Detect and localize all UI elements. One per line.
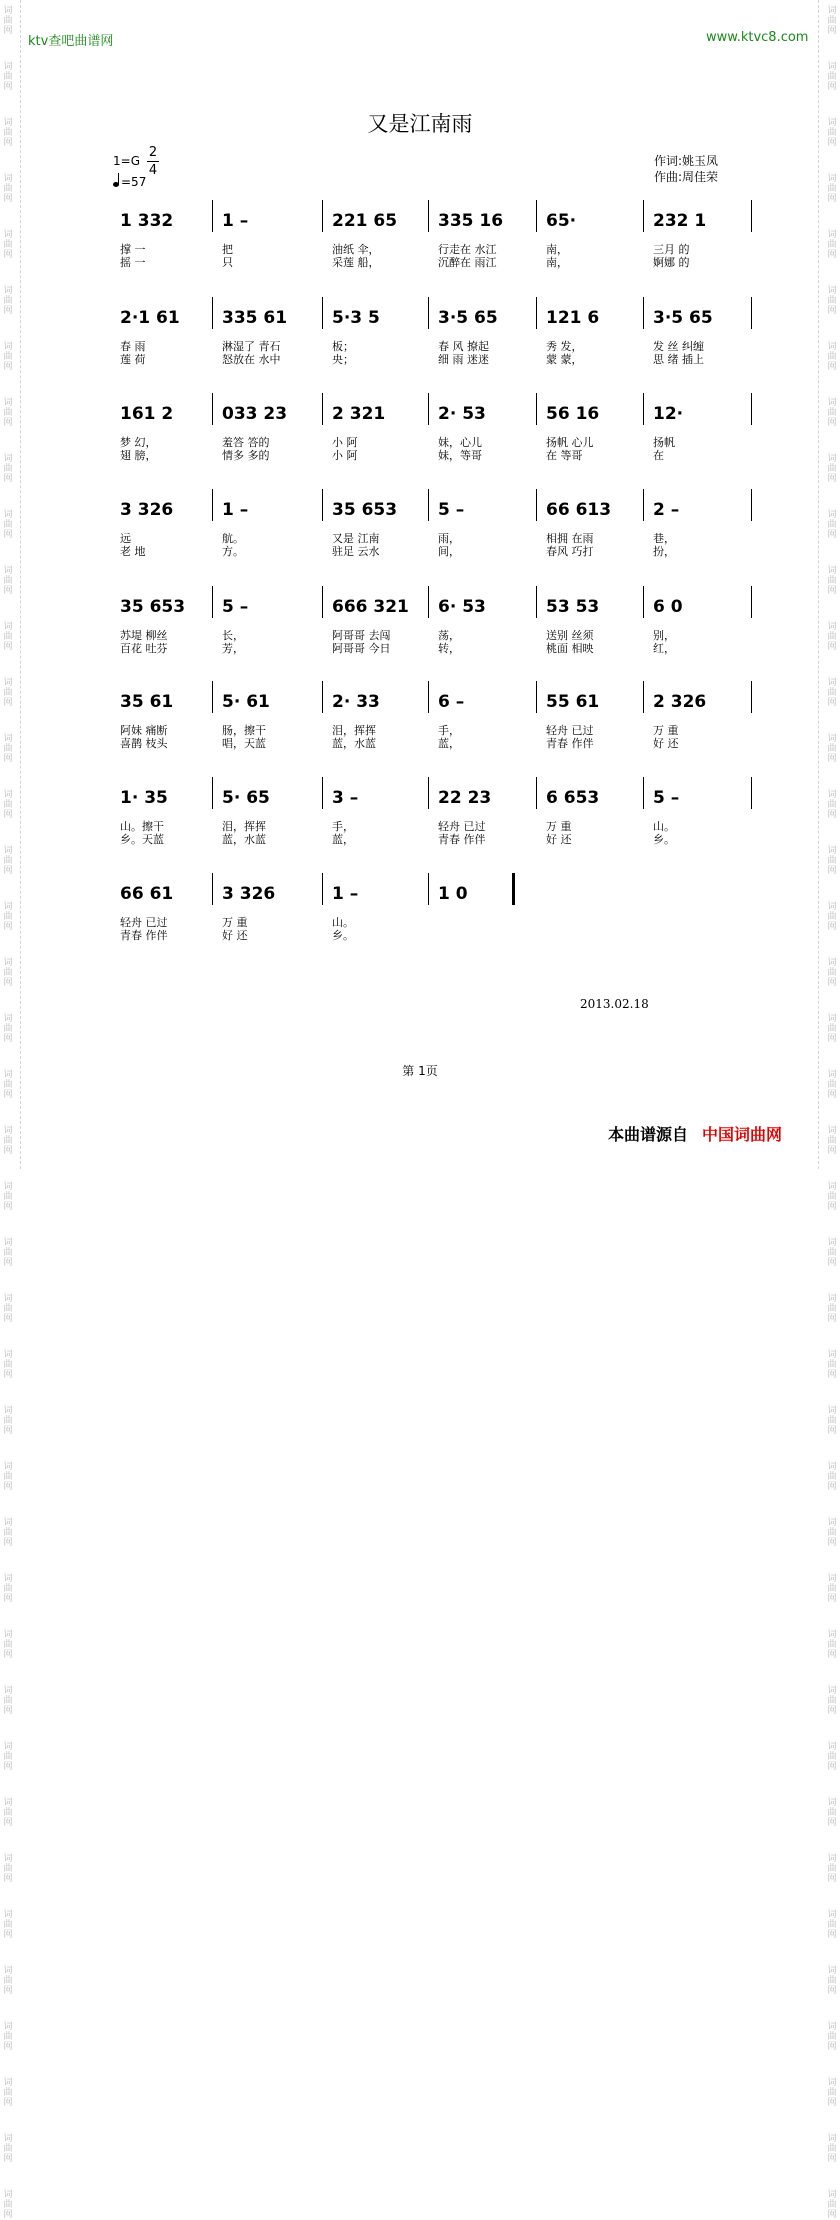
notation-row: [110, 393, 752, 429]
lyric-verse-1: 远: [120, 532, 131, 545]
measure-notes: 35 61: [120, 692, 174, 712]
barline: [643, 777, 644, 809]
lyric-verse-1: 山。擦干: [120, 820, 164, 833]
lyric-verse-2: 青春 作伴: [120, 929, 168, 942]
barline: [322, 681, 323, 713]
lyric-verse-2: 蓝，水蓝: [222, 833, 266, 846]
lyric-verse-2: 好 还: [222, 929, 248, 942]
lyric-verse-1: 长，: [222, 629, 244, 642]
measure-notes: 3·5 65: [653, 308, 713, 328]
barline: [322, 393, 323, 425]
composer: 作曲:周佳荣: [654, 170, 719, 184]
tempo-marking: [113, 175, 146, 189]
lyric-verse-2: 唱，天蓝: [222, 737, 266, 750]
measure-notes: 232 1: [653, 211, 707, 231]
lyric-verse-2: 莲 荷: [120, 353, 146, 366]
final-barline: [512, 873, 515, 905]
barline: [536, 681, 537, 713]
barline: [536, 586, 537, 618]
barline: [322, 297, 323, 329]
barline: [212, 489, 213, 521]
measure-notes: 53 53: [546, 597, 600, 617]
barline: [212, 586, 213, 618]
measure-notes: 6· 53: [438, 597, 486, 617]
measure-notes: 5 –: [222, 597, 249, 617]
measure-notes: 1 0: [438, 884, 468, 904]
barline: [643, 586, 644, 618]
lyric-verse-1: 巷，: [653, 532, 675, 545]
left-margin-line: [20, 0, 21, 1169]
measure-notes: 5· 65: [222, 788, 270, 808]
lyric-verse-1: 泪，挥挥: [222, 820, 266, 833]
measure-notes: 2 326: [653, 692, 707, 712]
barline: [428, 586, 429, 618]
lyric-verse-1: 羞答 答的: [222, 436, 270, 449]
time-numerator: 2: [148, 145, 158, 160]
lyric-verse-2: 蓝，: [332, 833, 354, 846]
lyric-verse-2: 青春 作伴: [438, 833, 486, 846]
lyric-verse-2: 乡。: [332, 929, 354, 942]
lyric-verse-2: 红，: [653, 642, 675, 655]
lyric-verse-2: 乡。天蓝: [120, 833, 164, 846]
left-watermark-strip: 词 曲 网 词 曲 网 词 曲 网 词 曲 网 词 曲 网 词 曲 网 词 曲 网 词 曲 网 词 曲 网 词 曲 网 词 曲 网 词 曲 网 词 曲 网 词 曲 网 词 曲 网 词 曲 网 词 曲 网 词 曲 网 词 曲 网 词 曲 网 词 曲 网 词 曲 网 词 曲 网 词 曲 网 词 曲 网 词 曲 网 词 曲 网 词 曲 网 词 曲 网 词 曲 网 词 曲 网 词 曲 网 词 曲 网 词 曲 网 词 曲 网 词 曲 网 词 曲 网 词 曲 网 词 曲 网 词 曲 网: [3, 6, 13, 2220]
lyric-verse-2: 百花 吐芬: [120, 642, 168, 655]
right-watermark-strip: 词 曲 网 词 曲 网 词 曲 网 词 曲 网 词 曲 网 词 曲 网 词 曲 网 词 曲 网 词 曲 网 词 曲 网 词 曲 网 词 曲 网 词 曲 网 词 曲 网 词 曲 网 词 曲 网 词 曲 网 词 曲 网 词 曲 网 词 曲 网 词 曲 网 词 曲 网 词 曲 网 词 曲 网 词 曲 网 词 曲 网 词 曲 网 词 曲 网 词 曲 网 词 曲 网 词 曲 网 词 曲 网 词 曲 网 词 曲 网 词 曲 网 词 曲 网 词 曲 网 词 曲 网 词 曲 网 词 曲 网: [827, 6, 837, 2220]
lyric-verse-1: 阿哥哥 去闯: [332, 629, 391, 642]
barline: [212, 393, 213, 425]
lyric-verse-1: 春 风 撩起: [438, 340, 489, 353]
lyric-verse-2: 央；: [332, 353, 354, 366]
lyric-verse-2: 蓝，水蓝: [332, 737, 376, 750]
measure-notes: 65·: [546, 211, 577, 231]
measure-notes: 3·5 65: [438, 308, 498, 328]
lyric-verse-1: 把: [222, 243, 233, 256]
barline: [536, 777, 537, 809]
song-title: 又是江南雨: [367, 112, 473, 136]
barline: [428, 297, 429, 329]
measure-notes: 6 –: [438, 692, 465, 712]
measure-notes: 335 16: [438, 211, 504, 231]
lyric-verse-1: 行走在 水江: [438, 243, 497, 256]
lyric-verse-1: 三月 的: [653, 243, 690, 256]
footer-site-link[interactable]: 中国词曲网: [702, 1125, 783, 1144]
barline: [751, 297, 752, 329]
lyric-verse-1: 梦 幻，: [120, 436, 157, 449]
lyric-verse-2: 妹，等哥: [438, 449, 482, 462]
measure-notes: 1 –: [222, 500, 249, 520]
lyric-verse-2: 情多 多的: [222, 449, 270, 462]
lyric-verse-2: 方。: [222, 545, 244, 558]
barline: [751, 200, 752, 232]
barline: [536, 200, 537, 232]
barline: [428, 681, 429, 713]
barline: [322, 873, 323, 905]
credits: [654, 153, 718, 185]
lyric-verse-1: 发 丝 纠缠: [653, 340, 704, 353]
lyric-verse-2: 扮，: [653, 545, 675, 558]
time-signature: [147, 144, 159, 179]
notation-row: [110, 489, 752, 525]
notation-row: [110, 297, 752, 333]
measure-notes: 12·: [653, 404, 684, 424]
barline: [751, 489, 752, 521]
measure-notes: 5 –: [438, 500, 465, 520]
notation-row: [110, 200, 752, 236]
tempo-value: =57: [121, 175, 147, 189]
score-system: [110, 297, 752, 377]
lyric-verse-1: 苏堤 柳丝: [120, 629, 168, 642]
measure-notes: 666 321: [332, 597, 409, 617]
footer-prefix: 本曲谱源自: [608, 1125, 689, 1144]
measure-notes: 3 326: [222, 884, 276, 904]
score-system: [110, 200, 752, 280]
lyric-verse-1: 手，: [332, 820, 354, 833]
lyric-verse-1: 板；: [332, 340, 354, 353]
barline: [212, 200, 213, 232]
measure-notes: 35 653: [332, 500, 398, 520]
barline: [536, 297, 537, 329]
header-site-url[interactable]: www.ktvc8.com: [706, 30, 809, 45]
lyric-verse-2: 乡。: [653, 833, 675, 846]
lyric-verse-1: 南，: [546, 243, 568, 256]
lyric-verse-1: 万 重: [222, 916, 248, 929]
measure-notes: 35 653: [120, 597, 186, 617]
measure-notes: 1 –: [222, 211, 249, 231]
measure-notes: 2 321: [332, 404, 386, 424]
lyric-verse-2: 蓝，: [438, 737, 460, 750]
lyric-verse-1: 送别 丝须: [546, 629, 594, 642]
barline: [322, 200, 323, 232]
score-date: 2013.02.18: [580, 997, 649, 1011]
lyric-verse-2: 老 地: [120, 545, 146, 558]
measure-notes: 6 653: [546, 788, 600, 808]
key-signature: 1=G: [113, 154, 140, 168]
quarter-note-icon: [113, 182, 119, 187]
lyric-verse-1: 撑 一: [120, 243, 146, 256]
source-footer: [608, 1122, 782, 1145]
barline: [212, 777, 213, 809]
barline: [428, 489, 429, 521]
lyric-verse-2: 采莲 船，: [332, 256, 380, 269]
barline: [212, 297, 213, 329]
measure-notes: 2· 53: [438, 404, 486, 424]
lyric-verse-1: 别，: [653, 629, 675, 642]
measure-notes: 66 61: [120, 884, 174, 904]
lyric-verse-1: 相拥 在雨: [546, 532, 594, 545]
barline: [428, 777, 429, 809]
barline: [428, 200, 429, 232]
barline: [428, 873, 429, 905]
right-margin-line: [818, 0, 819, 1169]
lyric-verse-2: 转，: [438, 642, 460, 655]
measure-notes: 033 23: [222, 404, 288, 424]
lyric-verse-2: 只: [222, 256, 233, 269]
measure-notes: 3 –: [332, 788, 359, 808]
page-number: 第 1页: [402, 1064, 438, 1078]
lyric-verse-2: 驻足 云水: [332, 545, 380, 558]
lyric-verse-1: 春 雨: [120, 340, 146, 353]
barline: [643, 489, 644, 521]
barline: [322, 777, 323, 809]
lyric-verse-2: 好 还: [546, 833, 572, 846]
barline: [212, 873, 213, 905]
measure-notes: 5· 61: [222, 692, 270, 712]
lyric-verse-2: 思 绪 插上: [653, 353, 704, 366]
header-site-name[interactable]: ktv查吧曲谱网: [28, 34, 114, 49]
lyric-verse-1: 轻舟 已过: [120, 916, 168, 929]
measure-notes: 161 2: [120, 404, 174, 424]
lyric-verse-1: 航。: [222, 532, 244, 545]
barline: [536, 393, 537, 425]
lyric-verse-1: 轻舟 已过: [546, 724, 594, 737]
notation-row: [110, 586, 752, 622]
barline: [643, 200, 644, 232]
lyric-verse-2: 芳，: [222, 642, 244, 655]
lyric-verse-1: 小 阿: [332, 436, 358, 449]
lyric-verse-1: 山。: [332, 916, 354, 929]
lyric-verse-2: 间，: [438, 545, 460, 558]
lyric-verse-1: 雨，: [438, 532, 460, 545]
measure-notes: 22 23: [438, 788, 492, 808]
score-system: [110, 586, 752, 666]
measure-notes: 2· 33: [332, 692, 380, 712]
measure-notes: 1 332: [120, 211, 174, 231]
notation-row: [110, 873, 752, 909]
measure-notes: 2 –: [653, 500, 680, 520]
lyric-verse-2: 春风 巧打: [546, 545, 594, 558]
measure-notes: 335 61: [222, 308, 288, 328]
lyric-verse-1: 油纸 伞，: [332, 243, 380, 256]
measure-notes: 55 61: [546, 692, 600, 712]
lyric-verse-2: 摇 一: [120, 256, 146, 269]
lyric-verse-1: 荡，: [438, 629, 460, 642]
lyric-verse-1: 轻舟 已过: [438, 820, 486, 833]
measure-notes: 5·3 5: [332, 308, 380, 328]
lyric-verse-2: 南，: [546, 256, 568, 269]
lyric-verse-1: 扬帆: [653, 436, 675, 449]
lyric-verse-2: 喜鹊 枝头: [120, 737, 168, 750]
lyric-verse-2: 婀娜 的: [653, 256, 690, 269]
lyric-verse-2: 青春 作伴: [546, 737, 594, 750]
time-denominator: 4: [148, 163, 158, 178]
lyric-verse-1: 泪，挥挥: [332, 724, 376, 737]
score-system: [110, 873, 752, 953]
measure-notes: 5 –: [653, 788, 680, 808]
lyric-verse-1: 手，: [438, 724, 460, 737]
measure-notes: 3 326: [120, 500, 174, 520]
lyric-verse-2: 桃面 相映: [546, 642, 594, 655]
lyric-verse-2: 在: [653, 449, 664, 462]
lyric-verse-2: 小 阿: [332, 449, 358, 462]
measure-notes: 66 613: [546, 500, 612, 520]
measure-notes: 221 65: [332, 211, 398, 231]
barline: [751, 393, 752, 425]
lyric-verse-2: 沉醉在 雨江: [438, 256, 497, 269]
measure-notes: 6 0: [653, 597, 683, 617]
score-system: [110, 393, 752, 473]
lyric-verse-2: 蒙 蒙，: [546, 353, 583, 366]
barline: [751, 777, 752, 809]
lyric-verse-2: 在 等哥: [546, 449, 583, 462]
lyricist: 作词:姚玉凤: [654, 154, 719, 168]
lyric-verse-1: 阿妹 痛断: [120, 724, 168, 737]
measure-notes: 1 –: [332, 884, 359, 904]
barline: [322, 586, 323, 618]
lyric-verse-1: 万 重: [653, 724, 679, 737]
lyric-verse-1: 妹，心儿: [438, 436, 482, 449]
score-system: [110, 681, 752, 761]
barline: [643, 681, 644, 713]
lyric-verse-2: 阿哥哥 今日: [332, 642, 391, 655]
lyric-verse-1: 又是 江南: [332, 532, 380, 545]
notation-row: [110, 681, 752, 717]
lyric-verse-2: 怒放在 水中: [222, 353, 281, 366]
barline: [643, 393, 644, 425]
lyric-verse-1: 秀 发，: [546, 340, 583, 353]
barline: [751, 681, 752, 713]
lyric-verse-2: 细 雨 迷迷: [438, 353, 489, 366]
notation-row: [110, 777, 752, 813]
measure-notes: 1· 35: [120, 788, 168, 808]
measure-notes: 2·1 61: [120, 308, 180, 328]
barline: [212, 681, 213, 713]
lyric-verse-2: 翅 膀，: [120, 449, 157, 462]
lyric-verse-1: 扬帆 心儿: [546, 436, 594, 449]
lyric-verse-1: 淋湿了 青石: [222, 340, 281, 353]
lyric-verse-2: 好 还: [653, 737, 679, 750]
score-system: [110, 489, 752, 569]
measure-notes: 121 6: [546, 308, 600, 328]
barline: [536, 489, 537, 521]
barline: [751, 586, 752, 618]
measure-notes: 56 16: [546, 404, 600, 424]
lyric-verse-1: 万 重: [546, 820, 572, 833]
barline: [428, 393, 429, 425]
barline: [322, 489, 323, 521]
lyric-verse-1: 肠，擦干: [222, 724, 266, 737]
score-system: [110, 777, 752, 857]
barline: [643, 297, 644, 329]
lyric-verse-1: 山。: [653, 820, 675, 833]
